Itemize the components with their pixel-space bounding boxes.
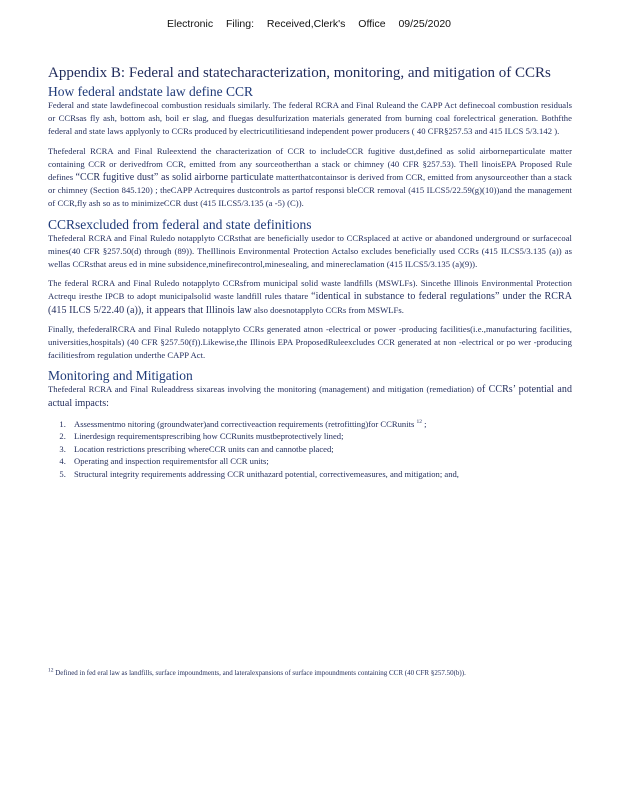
paragraph-excluded-3: Finally, thefederalRCRA and Final Ruledo notapplyto CCRs generated atnon -electrical or power -producing facilities(i.e.,manufacturing facilities, universities,hospitals) (40 CFR §257.50(f)).Likewise,the Illinois EPA ProposedRuleexcludes CCR generated at non -electrical or po wer -producing facilitiesfrom regulation underthe CAPP Act.	[48, 323, 572, 361]
paragraph-define-2	[48, 145, 572, 211]
footnote-text: Defined in fed eral law as landfills, surface impoundments, and lateralexpansions of surface impoundments containing CCR (40 CFR §257.50(b)).	[53, 669, 466, 677]
identical-in-substance-quote: “identical in substance to federal regulations” under the RCRA (415 ILCS 5/22.40 (a)), it appears that Illinois law	[48, 291, 572, 316]
filing-header: Electronic Filing: Received,Clerk's Office 09/25/2020	[166, 18, 451, 30]
paragraph-define-1: Federal and state lawdefinecoal combustion residuals similarly. The federal RCRA and Final Ruleand the CAPP Act definecoal combustion residuals or CCRsas fly ash, bottom ash, boil er slag, and fluegas desulfurization materials generated from burning coal forelectrical generation. Bothfthe federal and state laws applyonly to CCRs produced by electricutilitiesand independent power producers ( 40 CFR§257.53 and 415 ILCS 5/3.142 ).	[48, 100, 572, 137]
footnote	[48, 668, 572, 678]
paragraph-define-2-part-c: matterthatcontainsor is derived from CCR, emitted from anysourceother than a stack or chimney (Section 845.120) ; theCAPP Actrequires dustcontrols as partof responsi bleCCR removal (415 ILCS5/22.59(g)(10))and the management of CCR,fly ash so as to minimizeCCR dust (415 ILCS5/3.135 (a -5) (C)).	[48, 172, 572, 209]
list-item: 3. Location restrictions prescribing whereCCR units can and cannotbe placed;	[68, 443, 572, 456]
paragraph-excluded-1: Thefederal RCRA and Final Ruledo notapplyto CCRsthat are beneficially usedor to CCRsplaced at active or abandoned underground or surfacecoal mines(40 CFR §257.50(d) through (89)). TheIllinois Environmental Protection Actalso excludes beneficially used CCRs (415 ILCS5/3.135 (a)) as wellas CCRsthat areus ed in mine subsidence,minefirecontrol,minesealing, and minereclamation (415 ILCS5/3.135 (a)(9)).	[48, 232, 572, 270]
list-item: 4. Operating and inspection requirementsfor all CCR units;	[68, 455, 572, 468]
section-heading-define: How federal andstate law define CCR	[48, 84, 254, 99]
mitigation-areas-list	[48, 418, 572, 481]
footnote-marker: 12	[48, 667, 54, 674]
paragraph-excluded-2-part-c: also doesnotapplyto CCRs from MSWLFs.	[251, 304, 404, 315]
section-heading-monitoring: Monitoring and Mitigation	[48, 368, 193, 384]
list-item: 2. Linerdesign requirementsprescribing how CCRunits mustbeprotectively lined;	[68, 430, 572, 443]
ccr-fugitive-dust-definition: “CCR fugitive dust” as solid airborne particulate	[75, 172, 274, 184]
section-heading-excluded: CCRsexcluded from federal and state definitions	[48, 216, 312, 232]
paragraph-define-2-part-a: Thefederal RCRA and Final Ruleextend the characterization of CCR to includeCCR fugitive dust,defined as solid airborneparticulate matter containing CCR or derivedfrom CCR, emitted from any sourceotherthan a stack or chimney (40 CFR §257.53). TheIl linoisEPA Proposed Rule defines	[48, 145, 572, 183]
paragraph-excluded-2	[48, 277, 572, 317]
document-body	[48, 64, 572, 480]
list-item-tail: ;	[421, 418, 427, 429]
list-item	[68, 418, 572, 431]
paragraph-excluded-2-part-a: The federal RCRA and Final Ruledo notapplyto CCRsfrom municipal solid waste landfills (MSWLFs). Sincethe Illinois Environmental Protection Actrequ iresthe IPCB to adopt municipalsolid waste landfill rules thatare	[48, 278, 572, 302]
footnote-reference[interactable]: 12	[416, 419, 422, 425]
list-item-text: Assessmentmo nitoring (groundwater)and correctiveaction requirements (retrofitting)for CCRunits	[74, 418, 415, 429]
ccr-impacts-phrase: of CCRs’ potential and actual impacts:	[48, 384, 572, 409]
paragraph-monitoring-1-part-a: Thefederal RCRA and Final Ruleaddress sixareas involving the monitoring (management) and mitigation (remediation)	[48, 384, 477, 395]
paragraph-monitoring-1	[48, 383, 572, 409]
footnote-area	[48, 668, 572, 678]
appendix-title: Appendix B: Federal and statecharacterization, monitoring, and mitigation of CCRs	[48, 65, 551, 81]
list-item: 5. Structural integrity requirements addressing CCR unithazard potential, correctivemeasures, and mitigation; and,	[68, 468, 572, 481]
